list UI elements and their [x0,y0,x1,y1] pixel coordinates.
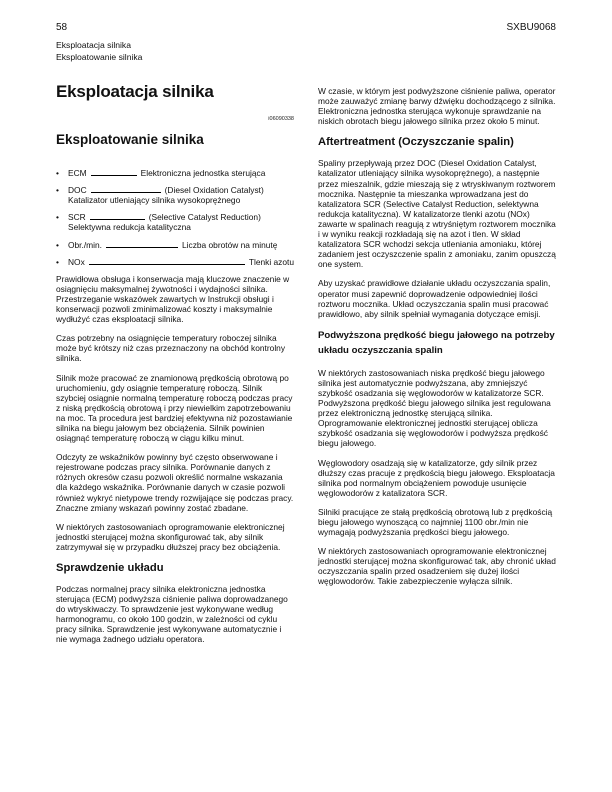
abbreviation-term: • SCR [68,212,86,223]
abbreviation-item [56,257,294,267]
paragraph: W czasie, w którym jest podwyższone ciśnienie paliwa, operator może zauważyć zmianę barwy dźwięku dochodzącego z silnika. Elektroniczna jednostka sterująca wykonuje sprawdzanie na niskich obrotach biegu jałowego silnika przez około 5 minut. [318,86,556,127]
section-heading: Sprawdzenie układu [56,562,164,574]
leader-line [91,192,161,193]
paragraph: Silniki pracujące ze stałą prędkością obrotową lub z prędkością biegu jałowego wynoszącą co najmniej 1100 obr./min nie wymagają podwyższania prędkości biegu jałowego. [318,506,553,538]
page-number: 58 [56,22,68,33]
leader-line [89,264,245,265]
paragraph: Czas potrzebny na osiągnięcie temperatury roboczej silnika może być krótszy niż czas przeznaczony na obchód kontrolny silnika. [56,333,286,364]
running-header-chapter: Eksploatacja silnika [56,40,131,50]
abbreviation-term: • ECM [68,168,87,179]
running-header [56,39,142,63]
abbreviation-definition: (Diesel Oxidation Catalyst) [164,185,264,196]
image-reference: i06090338 [268,116,294,122]
abbreviation-list [56,168,294,267]
abbreviation-term: • NOx [68,256,85,267]
abbreviation-definition-line2: Selektywna redukcja katalityczna [68,222,191,233]
abbreviation-definition: Tlenki azotu [248,256,294,267]
abbreviation-item [56,240,294,250]
abbreviation-item [56,185,294,205]
abbreviation-term: • Obr./min. [68,239,102,250]
paragraph: Podczas normalnej pracy silnika elektroniczna jednostka sterująca (ECM) podwyższa ciśnienie paliwa doprowadzanego do wtryskiwaczy. To sprawdzenie jest wykonywane według harmonogramu, co około 100 godzin, w zależności od cyklu pracy silnika. Sprawdzenie jest wykonywane automatycznie i nie wymaga żadnego udziału operatora. [56,584,288,645]
paragraph: W niektórych zastosowaniach niska prędkość biegu jałowego silnika jest automatycznie podwyższana, aby zmniejszyć szybkość osadzania się węglowodorów w katalizatorze SCR. Podwyższona prędkość biegu jałowego silnika jest regulowana przez elektroniczną jednostkę sterującą silnika. Oprogramowanie elektronicznej jednostki sterującej oblicza szybkość osadzania się węglowodorów i podwyższa prędkość biegu jałowego. [318,367,551,449]
paragraph: Aby uzyskać prawidłowe działanie układu oczyszczania spalin, operator musi zapewnić doprowadzenie odpowiedniej ilości roztworu mocznika. Układ oczyszczania spalin musi pracować prawidłowo, aby silnik spełniał wymagania dotyczące emisji. [318,278,551,319]
abbreviation-item [56,168,294,178]
paragraph: Prawidłowa obsługa i konserwacja mają kluczowe znaczenie w osiągnięciu maksymalnej żywotności i wydajności silnika. Przestrzeganie wskazówek zawartych w Instrukcji obsługi i konserwacji pozwoli zminimalizować koszty i maksymalnie wydłużyć czas eksploatacji silnika. [56,273,290,325]
running-header-section: Eksploatowanie silnika [56,52,143,62]
paragraph: Spaliny przepływają przez DOC (Diesel Oxidation Catalyst, katalizator utleniający silnika wysokoprężnego), a następnie przez mieszalnik, gdzie mieszają się z wtryskiwanym roztworem mocznika. Następnie ta mieszanka wprowadzana jest do katalizatora SCR (Selective Catalyst Reduction, selektywna redukcja katalityczna). W katalizatorze tlenki azotu (NOx) zawarte w spalinach reagują z wtryśniętym roztworem mocznika i w wyniku reakcji rozkładają się na azot i tlen. W skład katalizatora SCR wchodzi sekcja utleniania amoniaku, której zadaniem jest oczyszczenie spalin z amoniaku, zanim opuszczą one system. [318,158,556,270]
left-column [56,82,294,654]
leader-line [90,219,145,220]
document-code: SXBU9068 [506,22,556,33]
paragraph: Węglowodory osadzają się w katalizatorze, gdy silnik przez dłuższy czas pracuje z prędkością biegu jałowego. Eksploatacja silnika pod normalnym obciążeniem powoduje usunięcie węglowodorów z katalizatora SCR. [318,457,555,498]
abbreviation-item [56,212,294,232]
subsection-heading: Podwyższona prędkość biegu jałowego na potrzeby układu oczyszczania spalin [318,329,555,356]
abbreviation-definition-line2: Katalizator utleniający silnika wysokoprężnego [68,195,241,206]
paragraph: Odczyty ze wskaźników powinny być często obserwowane i rejestrowane podczas pracy silnika. Porównanie danych z różnych okresów czasu pozwoli określić normalne wskazania dla każdego wskaźnika. Porównanie danych w czasie pozwoli również wykryć nietypowe trendy rozwijające się podczas pracy. Znaczne zmiany wskazań powinny zostać zbadane. [56,452,294,513]
paragraph: W niektórych zastosowaniach oprogramowanie elektronicznej jednostki sterującej można skonfigurować tak, aby silnik zatrzymywał się w przypadku dłuższej pracy bez obciążenia. [56,521,285,552]
paragraph: W niektórych zastosowaniach oprogramowanie elektronicznej jednostki sterującej można skonfigurować tak, aby chronić układ oczyszczania spalin przed osadzeniem się dużej ilości węglowodorów. Takie zabezpieczenie wyłącza silnik. [318,546,556,587]
abbreviation-definition: (Selective Catalyst Reduction) [148,212,261,223]
abbreviation-definition: Elektroniczna jednostka sterująca [140,168,266,179]
abbreviation-definition: Liczba obrotów na minutę [181,239,278,250]
leader-line [106,247,178,248]
leader-line [91,175,137,176]
chapter-title: Eksploatacja silnika [56,82,214,101]
section-title: Eksploatowanie silnika [56,132,204,148]
paragraph: Silnik może pracować ze znamionową prędkością obrotową po uruchomieniu, gdy osiągnie temperaturę roboczą. Silnik szybciej osiągnie normalną temperaturę roboczą podczas pracy z niską prędkością obrotową i przy niewielkim zapotrzebowaniu na moc. Ta procedura jest bardziej efektywna niż pozostawianie silnika na biegu jałowym bez obciążenia. Silnik powinien osiągnąć temperaturę roboczą w ciągu kilku minut. [56,372,293,444]
section-heading: Aftertreatment (Oczyszczanie spalin) [318,136,514,149]
abbreviation-term: • DOC [68,185,87,196]
right-column [318,86,556,596]
